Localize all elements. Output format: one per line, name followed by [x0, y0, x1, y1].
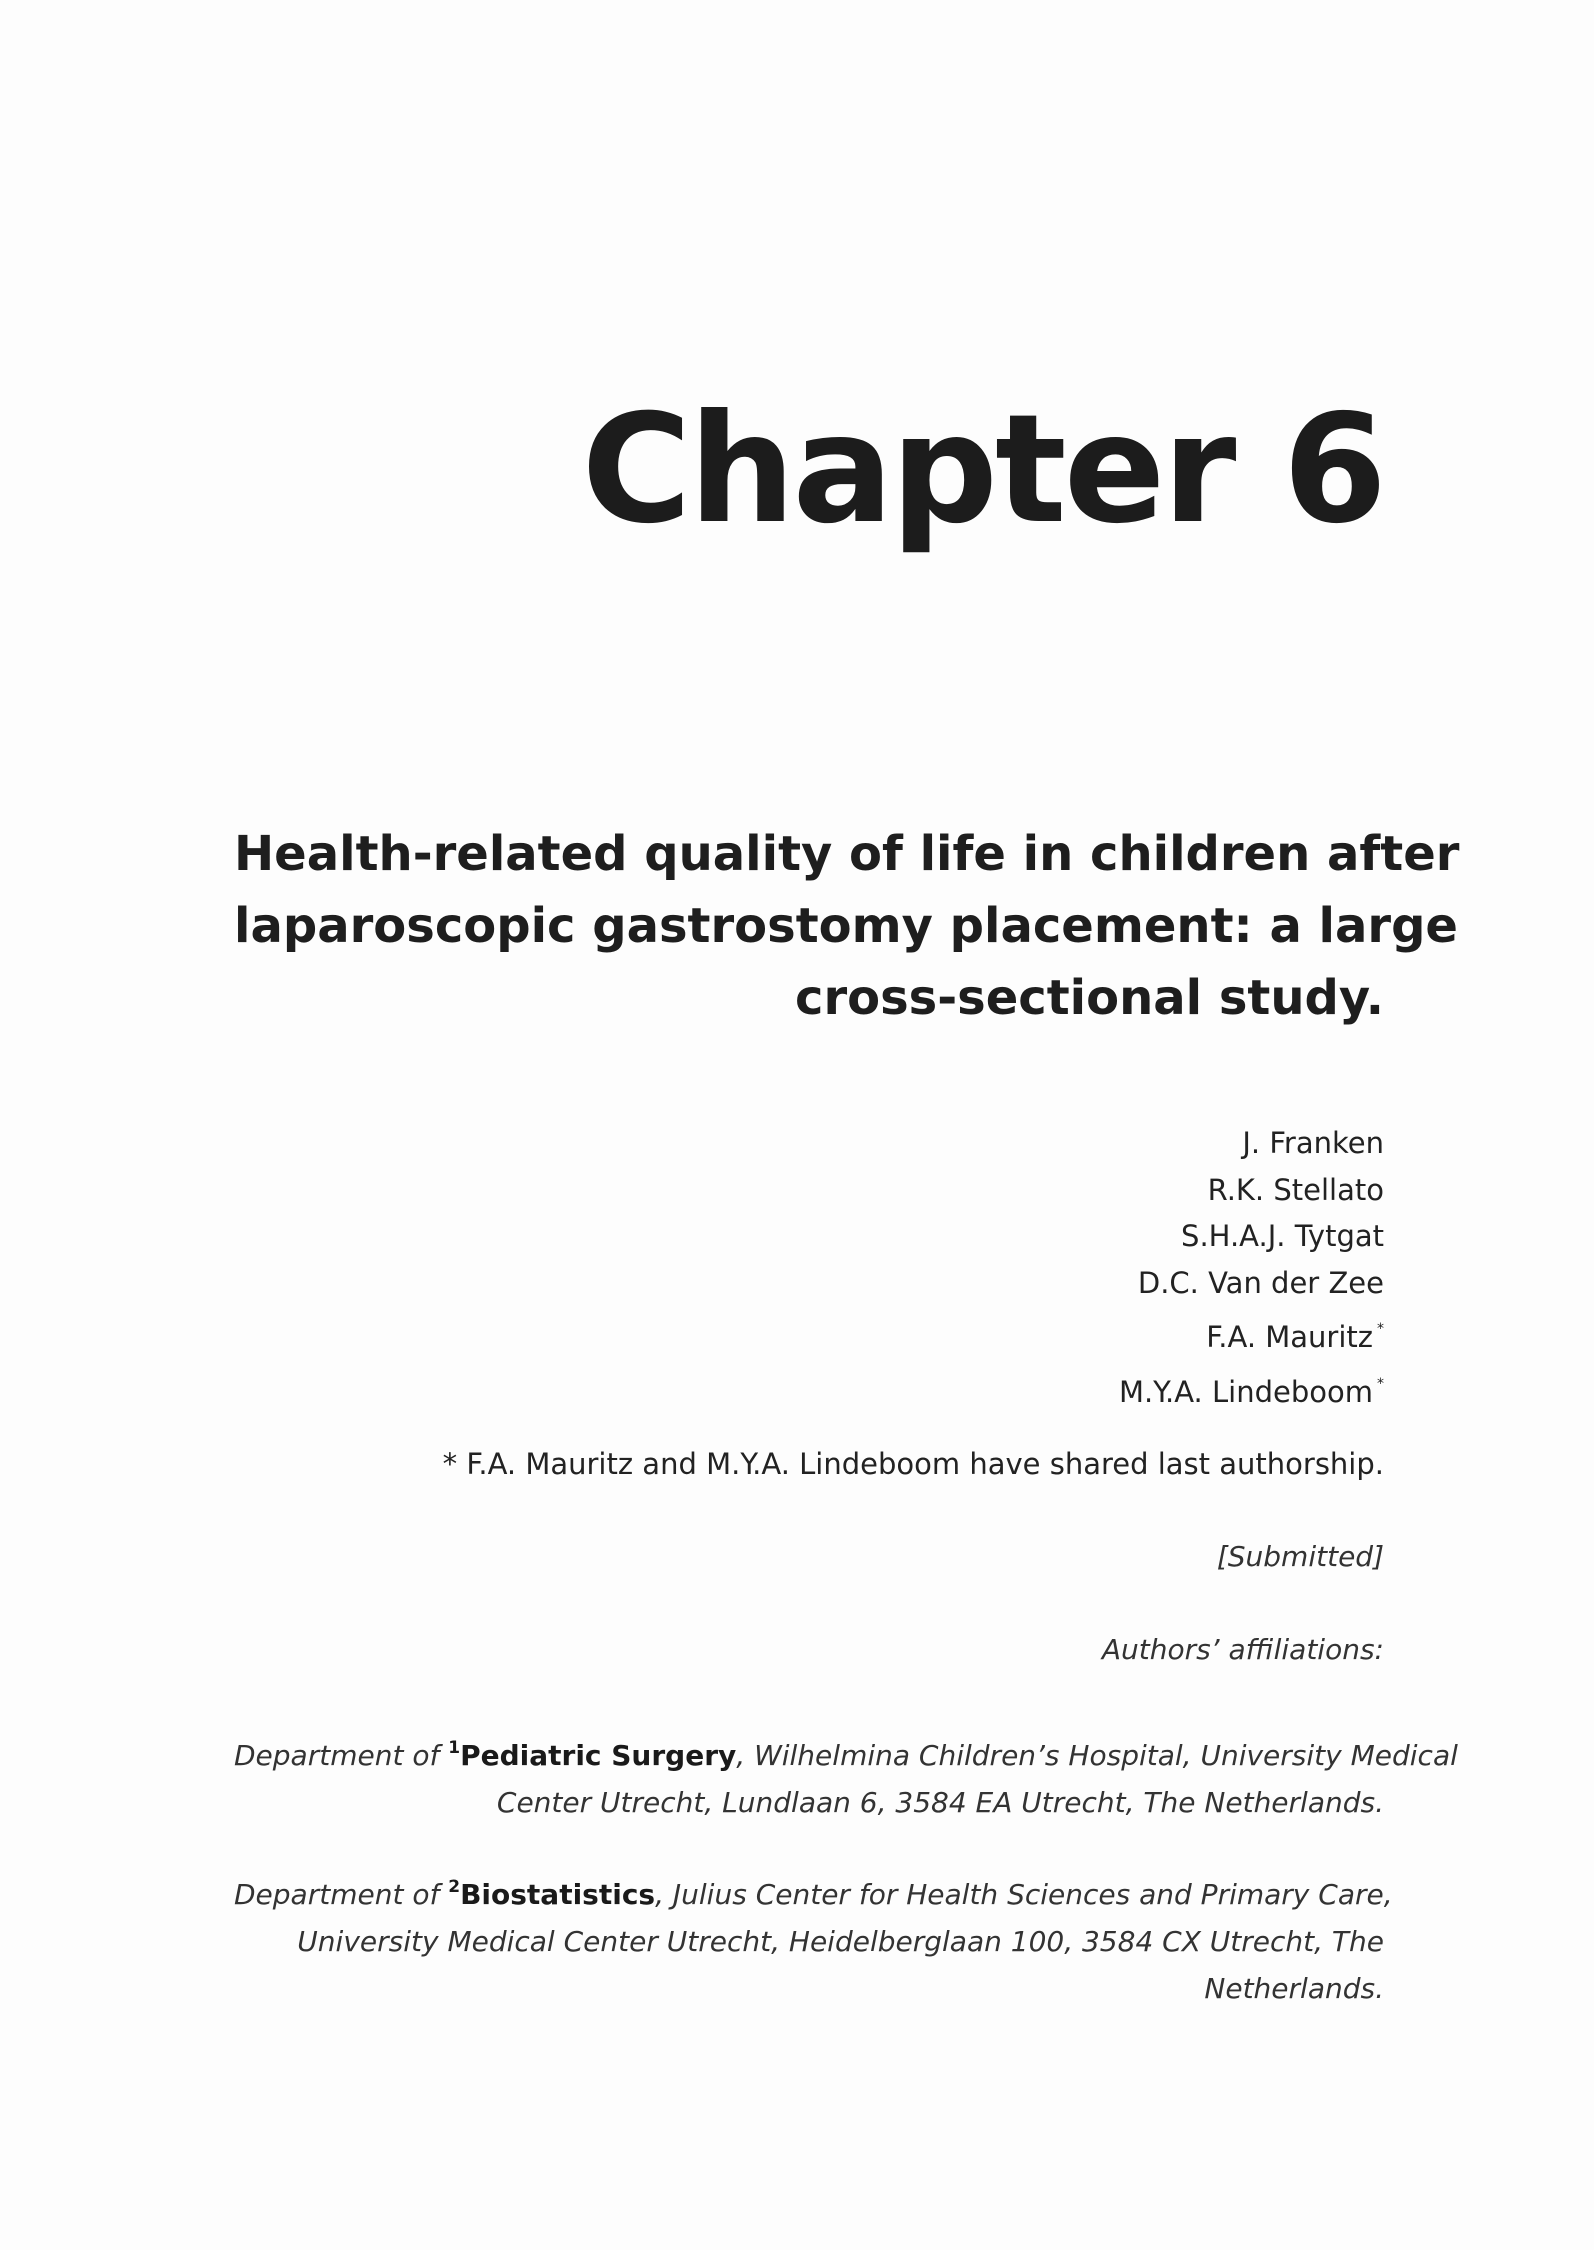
article-title-line: laparoscopic gastrostomy placement: a large [234, 898, 1458, 954]
department-name: Biostatistics [460, 1878, 656, 1911]
author-list [234, 1120, 1384, 1415]
shared-authorship-mark: * [1377, 1321, 1384, 1337]
affiliation-line: Department of $^2$Biostatistics, Julius Center for Health Sciences and Primary Care, [234, 1877, 1393, 1911]
affiliation-2 [234, 1864, 1393, 2012]
affiliation-number: 1 [448, 1738, 461, 1758]
affiliation-line: Netherlands. [1204, 1972, 1384, 2005]
publication-status: [Submitted] [1216, 1540, 1384, 1573]
author-name: R.K. Stellato [1207, 1172, 1384, 1207]
author-name: D.C. Van der Zee [1137, 1265, 1384, 1300]
affiliations-heading: Authors’ affiliations: [1101, 1633, 1384, 1666]
affiliation-line: Department of $^1$Pediatric Surgery, Wilhelmina Children’s Hospital, University Medical [234, 1738, 1458, 1772]
department-name: Pediatric Surgery [460, 1739, 737, 1772]
article-title-line: cross-sectional study. [794, 970, 1384, 1026]
article-title-line: Health-related quality of life in children after [234, 826, 1460, 882]
affiliation-number: 2 [448, 1877, 461, 1897]
author-name: F.A. Mauritz * [1206, 1320, 1384, 1354]
author-name: S.H.A.J. Tytgat [1181, 1219, 1384, 1253]
author-name: J. Franken [1242, 1126, 1384, 1160]
shared-authorship-note: * F.A. Mauritz and M.Y.A. Lindeboom have shared last authorship. [442, 1447, 1384, 1481]
chapter-heading: Chapter 6 [581, 383, 1384, 557]
affiliation-line: Center Utrecht, Lundlaan 6, 3584 EA Utrecht, The Netherlands. [496, 1786, 1384, 1819]
article-title [234, 818, 1460, 1034]
affiliation-1 [234, 1725, 1458, 1826]
shared-authorship-mark: * [1377, 1375, 1384, 1392]
author-name: M.Y.A. Lindeboom * [1118, 1374, 1384, 1409]
affiliation-line: University Medical Center Utrecht, Heidelberglaan 100, 3584 CX Utrecht, The [297, 1925, 1384, 1958]
